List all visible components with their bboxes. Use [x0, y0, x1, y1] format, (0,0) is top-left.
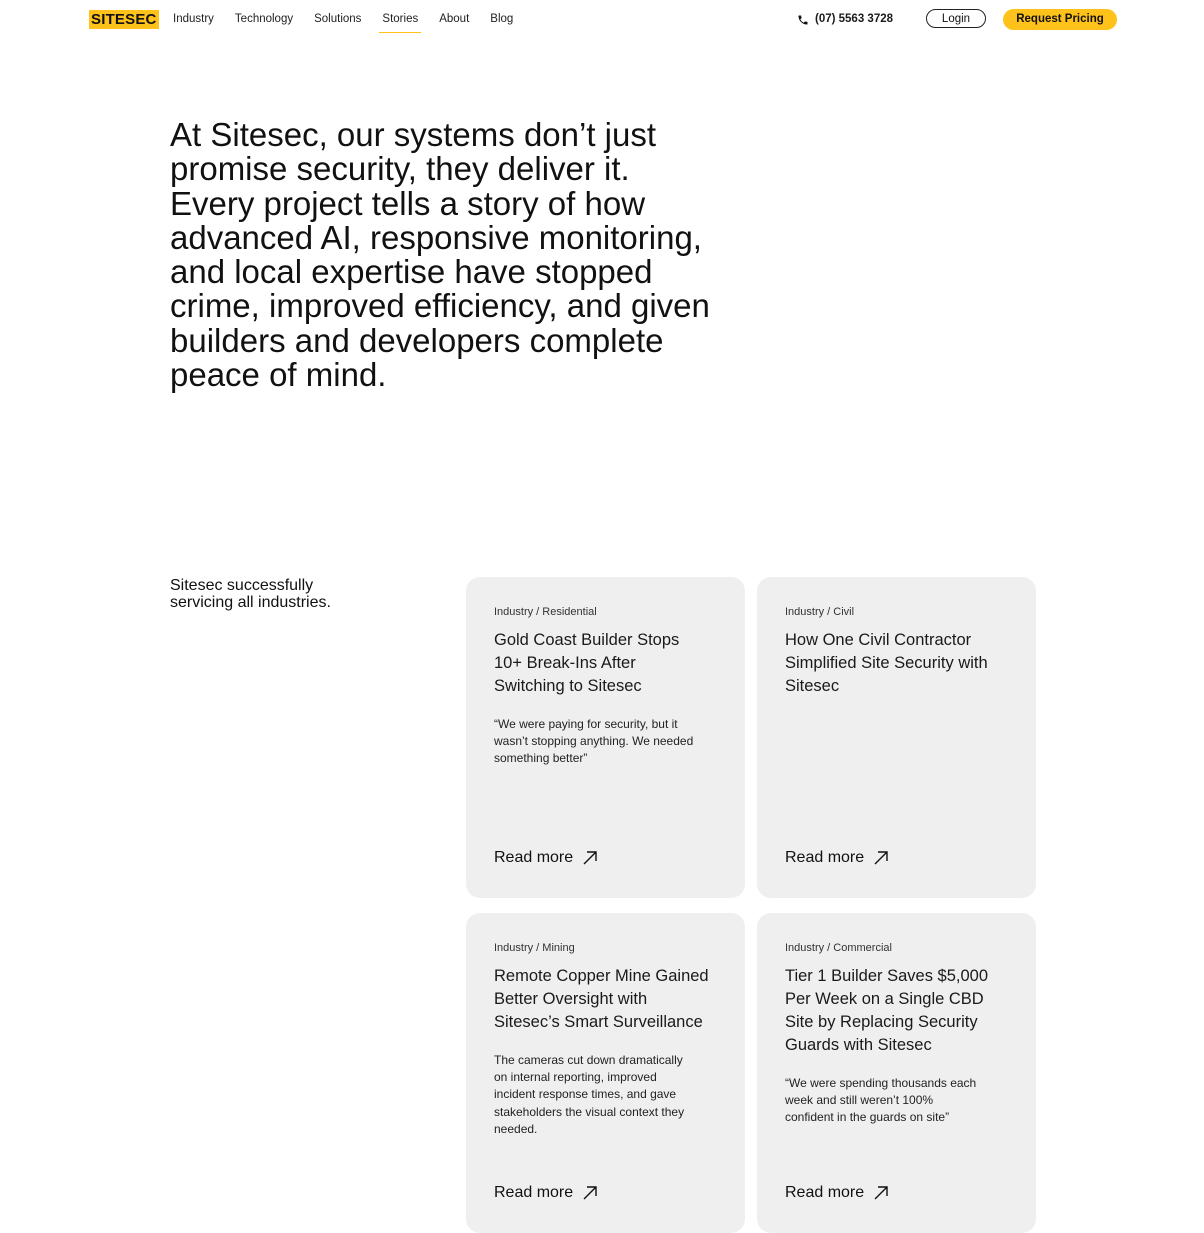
card-category: Industry / Commercial [785, 942, 892, 954]
main-nav [173, 11, 534, 28]
site-header [0, 0, 1204, 40]
card-quote: The cameras cut down dramatically on internal reporting, improved incident response times, and gave stakeholders the visual context they needed. [494, 1053, 685, 1136]
arrow-up-right-icon [873, 1185, 889, 1201]
arrow-up-right-icon [582, 850, 598, 866]
hero-line: builders and developers complete [170, 321, 664, 359]
hero-line: At Sitesec, our systems don’t just [170, 116, 657, 153]
read-more-link[interactable]: Read more [494, 1184, 598, 1202]
industries-tagline: Sitesec successfully servicing all industries. [170, 577, 331, 611]
hero-line: crime, improved efficiency, and given [170, 287, 710, 325]
hero-line: advanced AI, responsive monitoring, [170, 218, 702, 256]
card-category: Industry / Mining [494, 942, 575, 954]
nav-solutions[interactable]: Solutions [314, 13, 362, 25]
story-card-mining[interactable] [466, 913, 745, 1233]
card-title[interactable]: Tier 1 Builder Saves $5,000 Per Week on a Single CBD Site by Replacing Security Guards with Sitesec [785, 967, 989, 1054]
phone-icon [797, 14, 809, 26]
sitesec-logo[interactable]: SITESEC [91, 11, 157, 28]
story-card-commercial[interactable] [757, 913, 1036, 1233]
read-more-link[interactable]: Read more [785, 849, 889, 867]
card-category: Industry / Civil [785, 606, 855, 618]
hero-line: Every project tells a story of how [170, 184, 646, 222]
card-quote: “We were spending thousands each week and still weren’t 100% confident in the guards on site” [785, 1076, 977, 1125]
arrow-up-right-icon [582, 1185, 598, 1201]
nav-technology[interactable]: Technology [234, 13, 294, 25]
hero-heading [170, 118, 770, 392]
read-more-link[interactable]: Read more [494, 849, 598, 867]
hero-line: and local expertise have stopped [170, 253, 653, 291]
nav-blog[interactable]: Blog [490, 13, 514, 25]
card-category: Industry / Residential [494, 606, 597, 618]
phone-link[interactable] [797, 11, 893, 28]
story-card-civil[interactable] [757, 577, 1036, 898]
story-card-residential[interactable] [466, 577, 745, 898]
phone-number: (07) 5563 3728 [815, 13, 894, 25]
arrow-up-right-icon [873, 850, 889, 866]
nav-industry[interactable]: Industry [173, 13, 214, 25]
card-title[interactable]: Remote Copper Mine Gained Better Oversight with Sitesec’s Smart Surveillance [494, 967, 709, 1031]
hero-line: peace of mind. [170, 356, 387, 394]
card-title[interactable]: Gold Coast Builder Stops 10+ Break-Ins After Switching to Sitesec [494, 631, 680, 695]
nav-about[interactable]: About [439, 13, 470, 25]
read-more-link[interactable]: Read more [785, 1184, 889, 1202]
login-button[interactable]: Login [926, 9, 986, 28]
request-pricing-button[interactable]: Request Pricing [1003, 9, 1117, 30]
card-title[interactable]: How One Civil Contractor Simplified Site Security with Sitesec [785, 631, 988, 695]
card-quote: “We were paying for security, but it wasn’t stopping anything. We needed something better” [494, 717, 694, 766]
nav-stories[interactable]: Stories [382, 11, 418, 28]
hero-line: promise security, they deliver it. [170, 150, 630, 188]
